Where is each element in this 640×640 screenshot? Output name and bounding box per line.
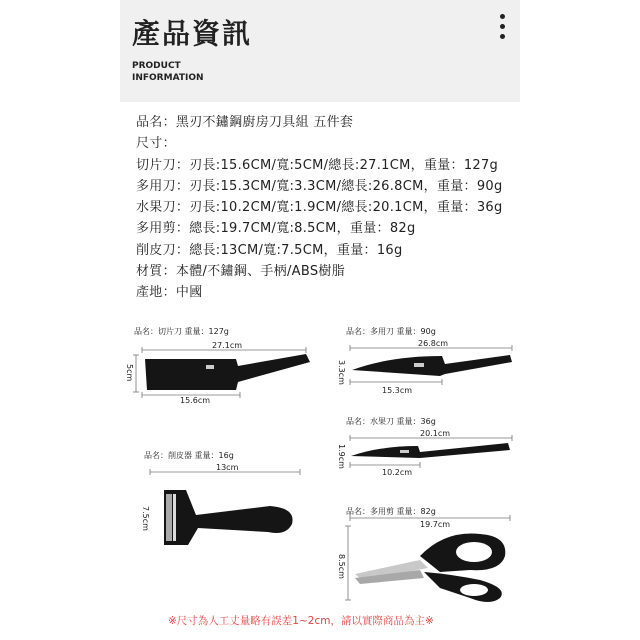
peeler-caption: 品名：削皮器 重量：16g <box>144 451 234 460</box>
slicer-knife-image <box>145 354 310 390</box>
fruit-knife-image <box>351 443 510 458</box>
slicer-total-length: 27.1cm <box>212 341 243 350</box>
peeler-total-length: 13cm <box>216 463 239 472</box>
spec-scissors: 多用剪：總長:19.7CM/寬:8.5CM，重量：82g <box>136 221 416 237</box>
spec-slicer: 切片刀：刃長:15.6CM/寬:5CM/總長:27.1CM，重量：127g <box>136 157 499 173</box>
spec-peeler: 削皮刀：總長:13CM/寬:7.5CM，重量：16g <box>136 242 403 258</box>
page-title: 產品資訊 <box>132 17 253 50</box>
scissors-caption: 品名：多用剪 重量：82g <box>346 507 436 516</box>
scissors-total-length: 19.7cm <box>420 520 451 529</box>
spec-size-label: 尺寸： <box>136 136 176 152</box>
utility-caption: 品名：多用刀 重量：90g <box>346 327 436 336</box>
subtitle-line-2: INFORMATION <box>132 73 204 83</box>
slicer-width: 5cm <box>125 364 134 382</box>
peeler-image <box>164 490 293 545</box>
fruit-blade-length: 10.2cm <box>382 468 413 477</box>
fruit-total-length: 20.1cm <box>420 429 451 438</box>
spec-utility: 多用刀：刃長:15.3CM/寬:3.3CM/總長:26.8CM，重量：90g <box>136 178 503 194</box>
spec-fruit: 水果刀：刃長:10.2CM/寬:1.9CM/總長:20.1CM，重量：36g <box>136 200 503 216</box>
spec-material: 材質：本體/不鏽鋼、手柄/ABS樹脂 <box>136 264 345 280</box>
scissors-image <box>355 533 505 602</box>
utility-blade-length: 15.3cm <box>382 386 413 395</box>
fruit-width: 1.9cm <box>337 444 346 469</box>
slicer-caption: 品名：切片刀 重量：127g <box>134 327 229 336</box>
utility-total-length: 26.8cm <box>418 339 449 348</box>
scissors-width: 8.5cm <box>337 554 346 579</box>
peeler-width: 7.5cm <box>141 506 150 531</box>
spec-name: 品名：黑刃不鏽鋼廚房刀具組 五件套 <box>136 115 354 130</box>
fruit-caption: 品名：水果刀 重量：36g <box>346 417 436 426</box>
utility-width: 3.3cm <box>337 360 346 385</box>
subtitle-line-1: PRODUCT <box>132 61 181 71</box>
utility-knife-image <box>352 355 512 376</box>
spec-origin: 產地：中國 <box>136 285 203 301</box>
measurement-disclaimer: ※尺寸為人工丈量略有誤差1~2cm，請以實際商品為主※ <box>168 615 434 627</box>
slicer-blade-length: 15.6cm <box>180 396 211 405</box>
